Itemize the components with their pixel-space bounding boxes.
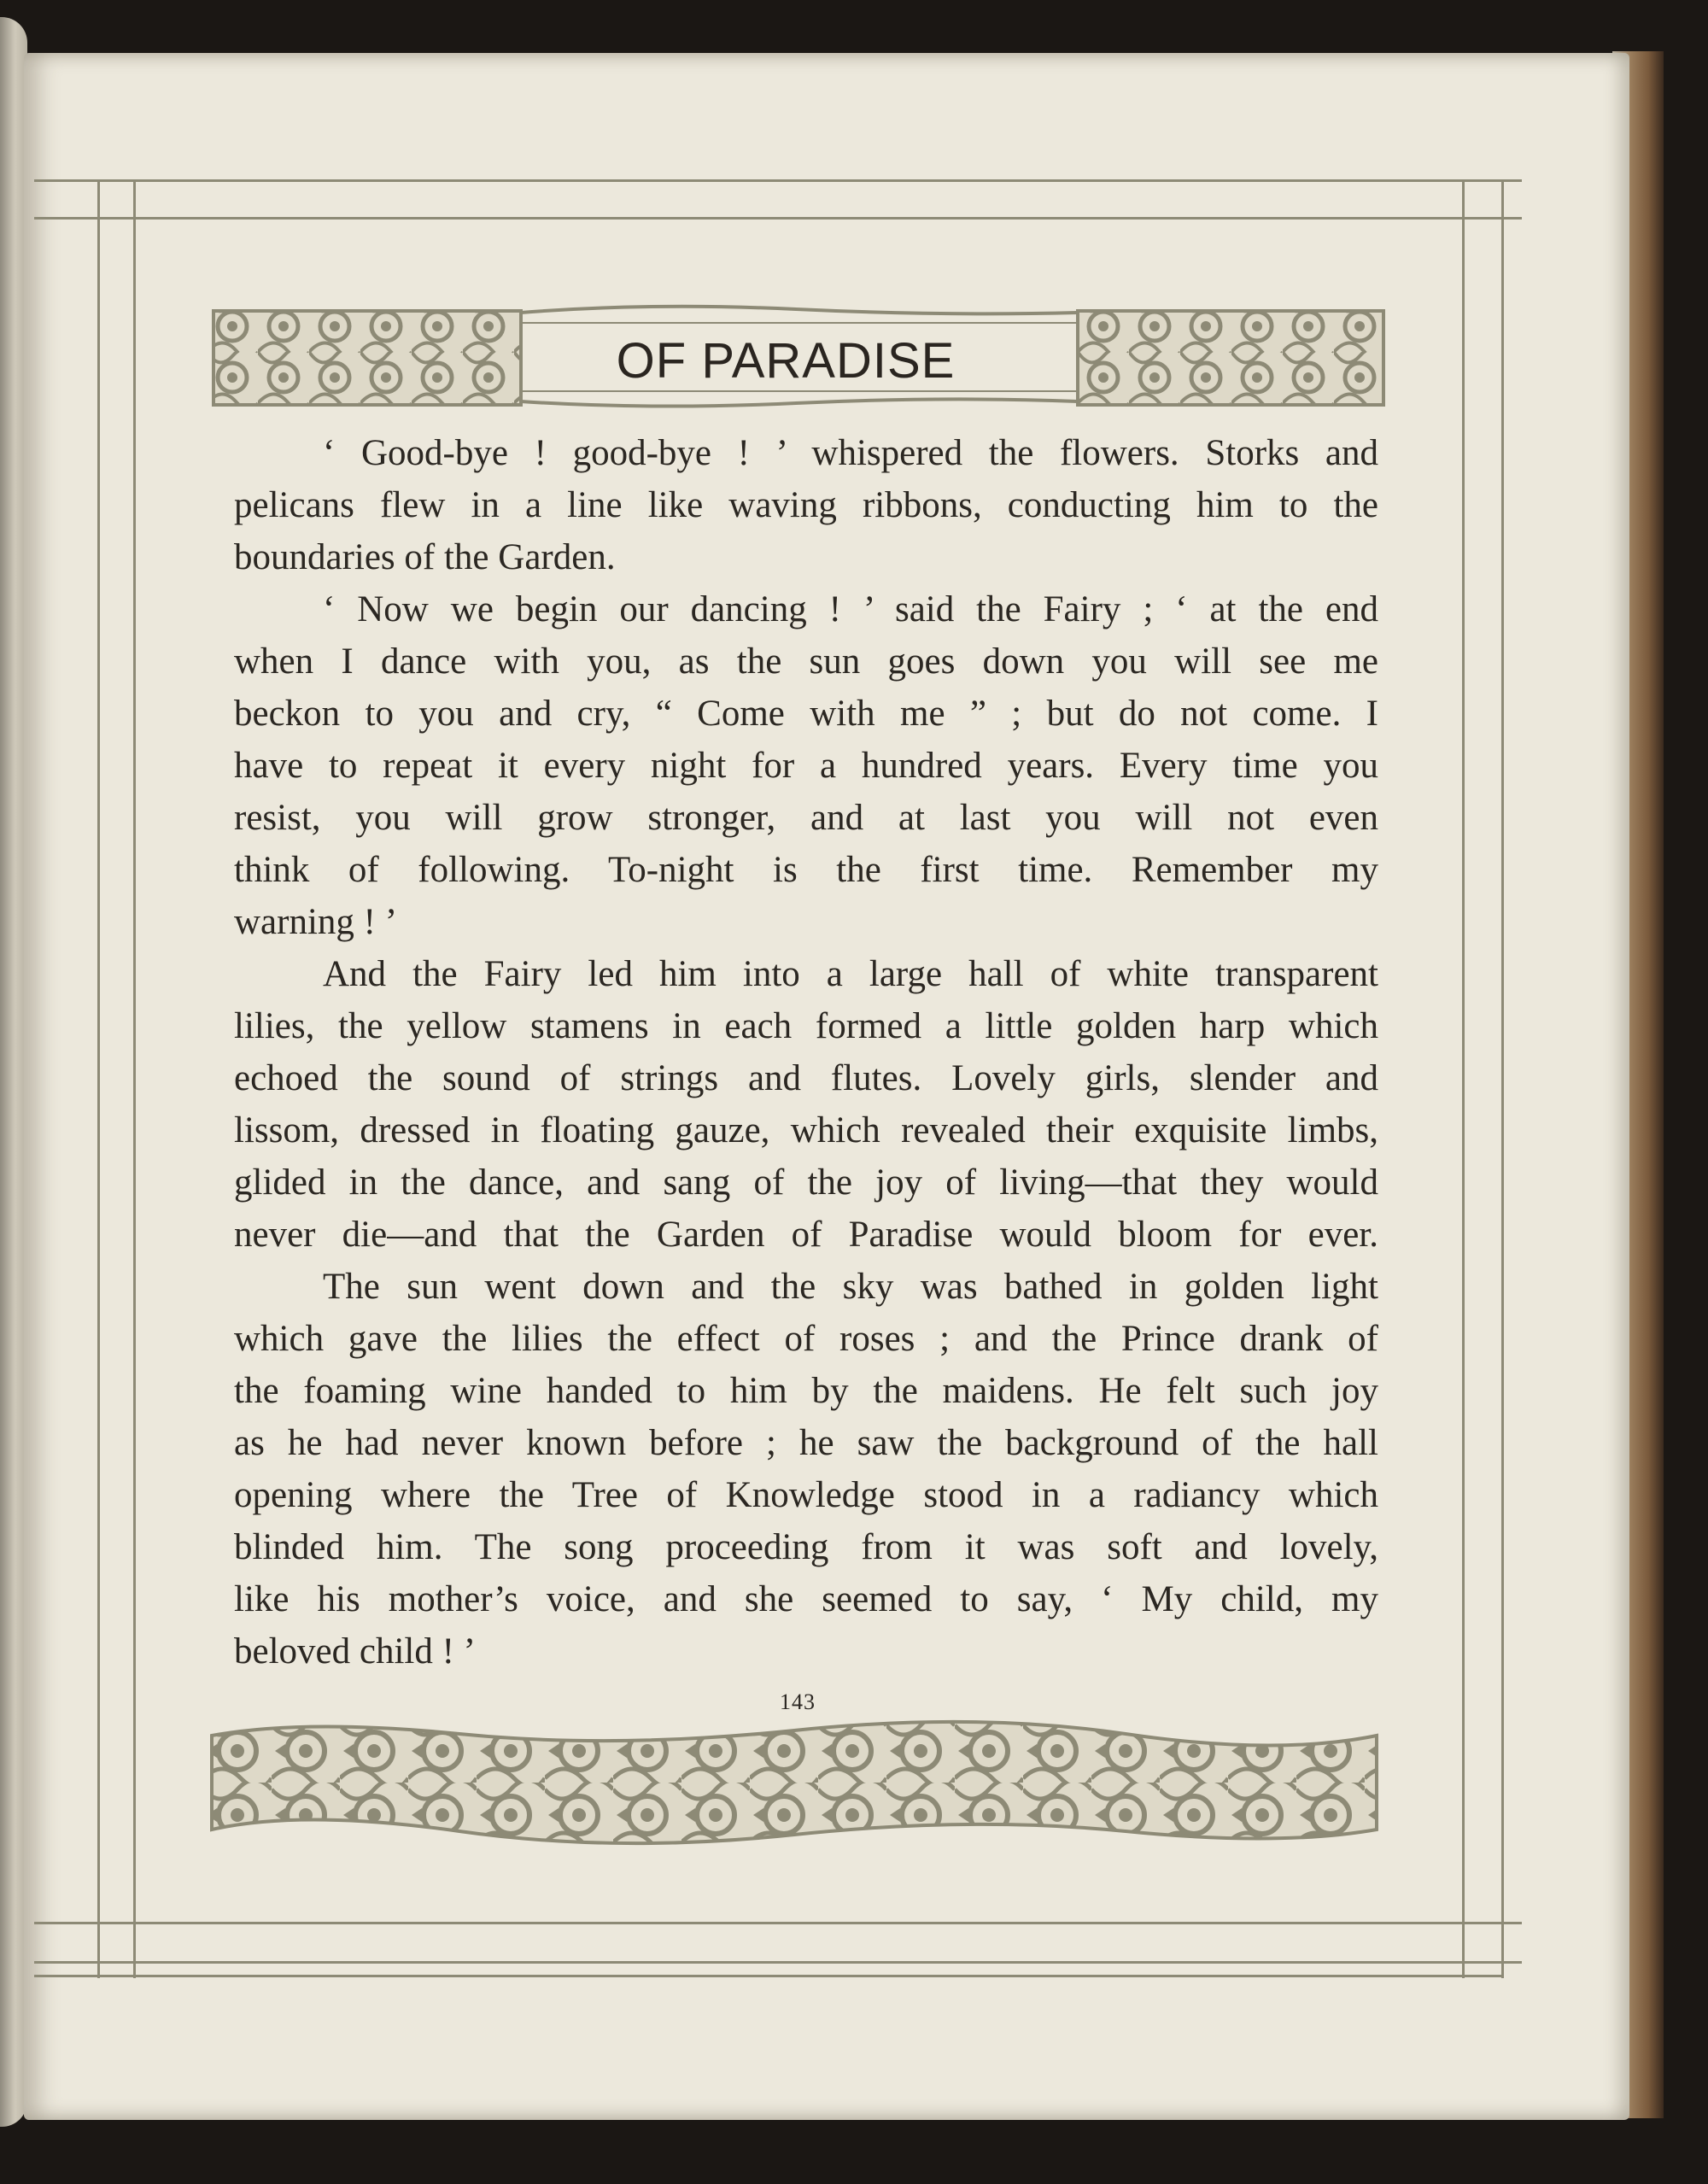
text-line: boundaries of the Garden. (234, 537, 616, 577)
text-line: echoed the sound of strings and flutes. Lovely girls, slender and (234, 1058, 1378, 1098)
text-line: glided in the dance, and sang of the joy of living—that they would (234, 1162, 1378, 1203)
border-rule-bottom-outer (34, 1961, 1522, 1964)
border-rule-bottom-inner (34, 1922, 1522, 1924)
text-line: resist, you will grow stronger, and at last you will not even (234, 798, 1378, 838)
text-line: The sun went down and the sky was bathed in golden light (323, 1267, 1378, 1307)
text-line: never die—and that the Garden of Paradise would bloom for ever. (234, 1215, 1378, 1255)
tailpiece-ornament (203, 1719, 1385, 1847)
text-line: And the Fairy led him into a large hall of white transparent (323, 954, 1378, 994)
page-number: 143 (780, 1689, 816, 1714)
text-line: beckon to you and cry, “ Come with me ” ; but do not come. I (234, 694, 1378, 734)
border-rule-top-outer (34, 179, 1522, 182)
body-text (234, 427, 1378, 1678)
text-line: like his mother’s voice, and she seemed to say, ‘ My child, my (234, 1579, 1378, 1619)
text-line: think of following. To-night is the first time. Remember my (234, 850, 1378, 890)
text-line: lissom, dressed in floating gauze, which revealed their exquisite limbs, (234, 1110, 1378, 1151)
text-line: lilies, the yellow stamens in each formed a little golden harp which (234, 1006, 1378, 1046)
border-rule-right-outer (1501, 179, 1504, 1978)
border-rule-top-inner (34, 217, 1522, 220)
text-line: ‘ Now we begin our dancing ! ’ said the Fairy ; ‘ at the end (323, 589, 1378, 629)
text-line: beloved child ! ’ (234, 1631, 476, 1672)
text-line: which gave the lilies the effect of roses ; and the Prince drank of (234, 1319, 1378, 1359)
page-title: OF PARADISE (616, 333, 956, 389)
border-rule-left-inner (133, 179, 136, 1978)
text-line: opening where the Tree of Knowledge stood in a radiancy which (234, 1475, 1378, 1515)
text-line: as he had never known before ; he saw the background of the hall (234, 1423, 1378, 1463)
text-line: blinded him. The song proceeding from it was soft and lovely, (234, 1527, 1378, 1567)
text-line: have to repeat it every night for a hundred years. Every time you (234, 746, 1378, 786)
text-line: when I dance with you, as the sun goes down you will see me (234, 641, 1378, 682)
text-line: pelicans flew in a line like waving ribbons, conducting him to the (234, 485, 1378, 525)
text-line: warning ! ’ (234, 902, 398, 942)
text-line: the foaming wine handed to him by the maidens. He felt such joy (234, 1371, 1378, 1411)
border-rule-bottom-stub (34, 1975, 1503, 1977)
border-rule-right-inner (1462, 179, 1465, 1978)
border-rule-left-outer (97, 179, 100, 1978)
text-line: ‘ Good-bye ! good-bye ! ’ whispered the flowers. Storks and (323, 433, 1378, 473)
